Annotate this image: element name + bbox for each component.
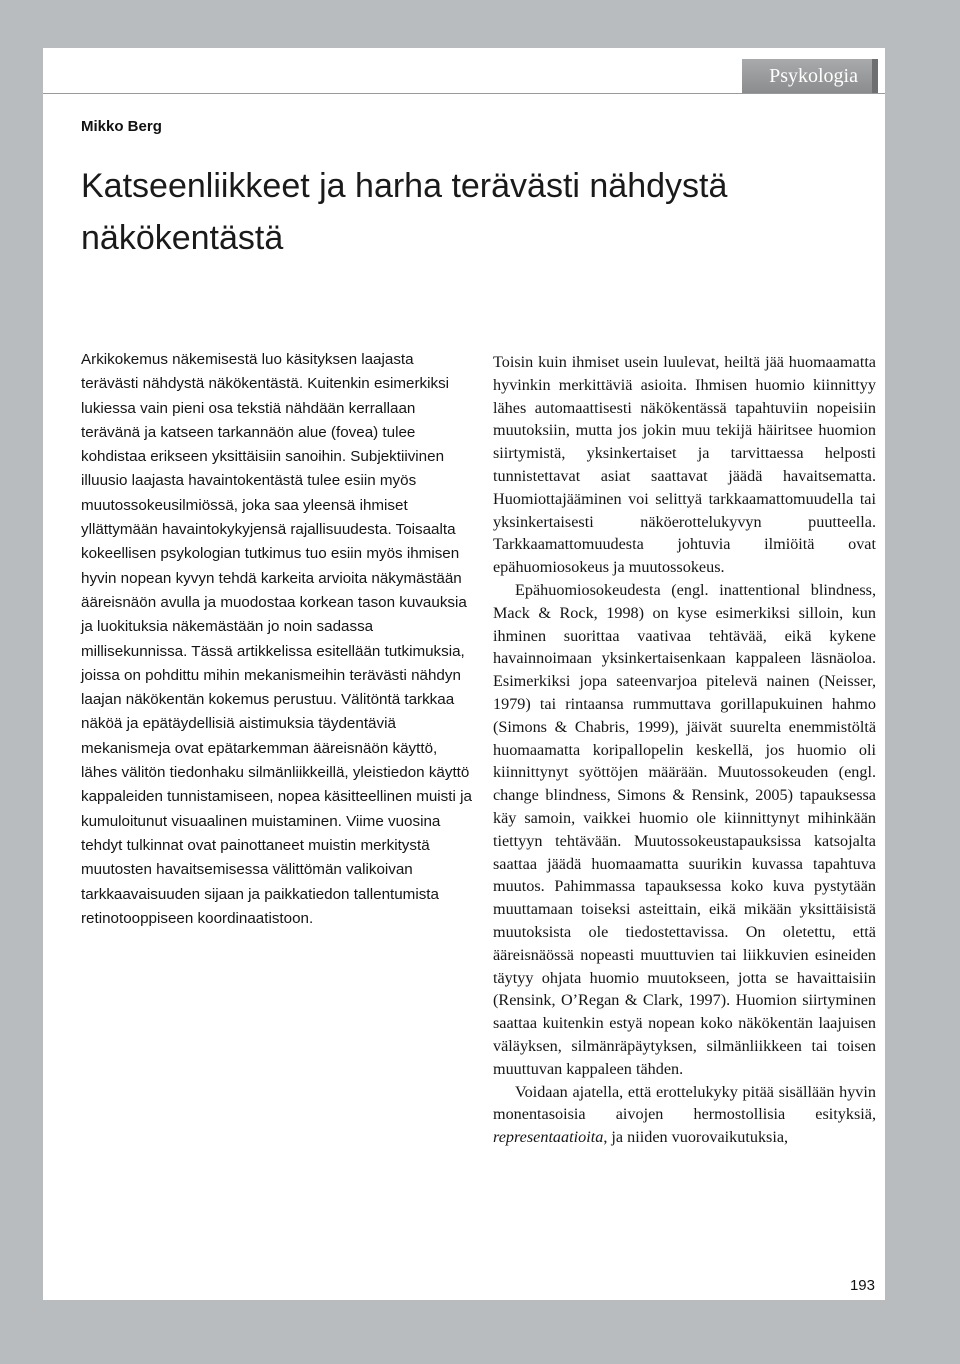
body-paragraph: Epähuomiosokeudesta (engl. inattentional blindness, Mack & Rock, 1998) on kyse esimerkiksi silloin, kun ihminen suorittaa vaativaa tehtävää, eikä kykene havainnoimaan yksinkertaisenkaan kappaleen läsnäoloa. Esimerkiksi jopa sateenvarjoa pitelevä nainen (Neisser, 1979) tai rintaansa rummuttava gorillapukuinen hahmo (Simons & Chabris, 1999), jäivät suurelta enemmistöltä huomaamatta koripallopelin keskellä, jos huomio oli kiinnittynyt syöttöjen määrään. Muutossokeuden (engl. change blindness, Simons & Rensink, 2005) tapauksessa käy samoin, vaikkei huomio ole kiinnittynyt mihinkään tiettyyn tehtävään. Muutossokeustapauksissa katsojalta saattaa jäädä huomaamatta suurikin kuvassa tapahtuva muutos. Pahimmassa tapauksessa koko kuva pystytään muuttamaan toiseksi asteittain, eikä mikään yksittäisistä muutoksista ole tiedostettavissa. On oletettu, että ääreisnäössä nopeasti muuttuvien tai liikkuvien esineiden täytyy ohjata huomio muutokseen, jotta se havaittaisiin (Rensink, O’Regan & Clark, 1997). Huomion siirtyminen saattaa kuitenkin estyä nopean koko näkökentän laajuisen väläyksen, silmänräpäytyksen, silmänliikkeen tai toisen muuttuvan kappaleen tähden.: [493, 580, 876, 1078]
journal-page: [43, 48, 885, 1300]
body-text: Voidaan ajatella, että erottelukyky pitää sisällään hyvin monentasoisia aivojen hermostollisia esityksiä,: [493, 1082, 876, 1124]
abstract: Arkikokemus näkemisestä luo käsityksen laajasta terävästi nähdystä näkökentästä. Kuitenkin esimerkiksi lukiessa vain pieni osa tekstiä nähdään kerrallaan terävänä ja katseen tarkannäön alue (fovea) tulee kohdistaa erikseen yksittäisiin sanoihin. Subjektiivinen illuusio laajasta havaintokentästä tulee esiin myös muutossokeusilmiössä, joka saa yleensä ihmiset yllättymään havaintokykyjensä rajallisuudesta. Toisaalta kokeellisen psykologian tutkimus tuo esiin myös ihmisen hyvin nopean kyvyn tehdä karkeita arvioita näkymästään ääreisnäön avulla ja muodostaa korkean tason kuvauksia ja luokituksia näkemästään jo noin sadassa millisekunnissa. Tässä artikkelissa esitellään tutkimuksia, joissa on pohdittu mihin mekanismeihin terävästi nähdyn laajan näkökentän kokemus perustuu. Välitöntä tarkkaa näköä ja epätäydellisiä aistimuksia täydentäviä mekanismeja ovat epätarkemman ääreisnäön käyttö, lähes välitön tiedonhaku silmänliikkeillä, yleistiedon käyttö kappaleiden tunnistamiseen, nopea käsitteellinen muisti ja kumuloitunut visuaalinen muistaminen. Viime vuosina tehdyt tulkinnat ovat painottaneet muistin merkitystä muutosten havaitsemisessa välittömän valikoivan tarkkaavaisuuden sijaan ja paikkatiedon tallentumista retinotooppiseen koordinaatistoon.: [81, 351, 472, 927]
body-column: [493, 351, 876, 1149]
page-number: 193: [849, 1277, 875, 1294]
body-paragraph: [493, 1081, 876, 1149]
italic-term: representaatioita: [493, 1128, 604, 1147]
body-text: , ja niiden vuorovaikutuksia,: [603, 1128, 789, 1147]
author-name: Mikko Berg: [81, 118, 162, 135]
header-rule: [43, 93, 885, 94]
journal-logo: Psykologia: [742, 59, 878, 93]
article-title: Katseenliikkeet ja harha terävästi nähdystä näkökentästä: [81, 167, 728, 257]
body-paragraph: Toisin kuin ihmiset usein luulevat, heiltä jää huomaamatta hyvinkin merkittäviä asioita. Ihmisen huomio kiinnittyy lähes automaattisesti näkökentässä tapahtuviin nopeisiin muutoksiin, mutta jos jokin muu tekijä häiritsee huomion siirtymistä, yksinkertaiset ja tarvittaessa helposti tunnistettavat asiat saattavat jäädä havaitsematta. Huomiottajääminen voi selittyä tarkkaamattomuudella tai yksinkertaisesti näköerottelukyvyn puutteella. Tarkkaamattomuudesta johtuvia ilmiöitä ovat epähuomiosokeus ja muutossokeus.: [493, 353, 876, 577]
